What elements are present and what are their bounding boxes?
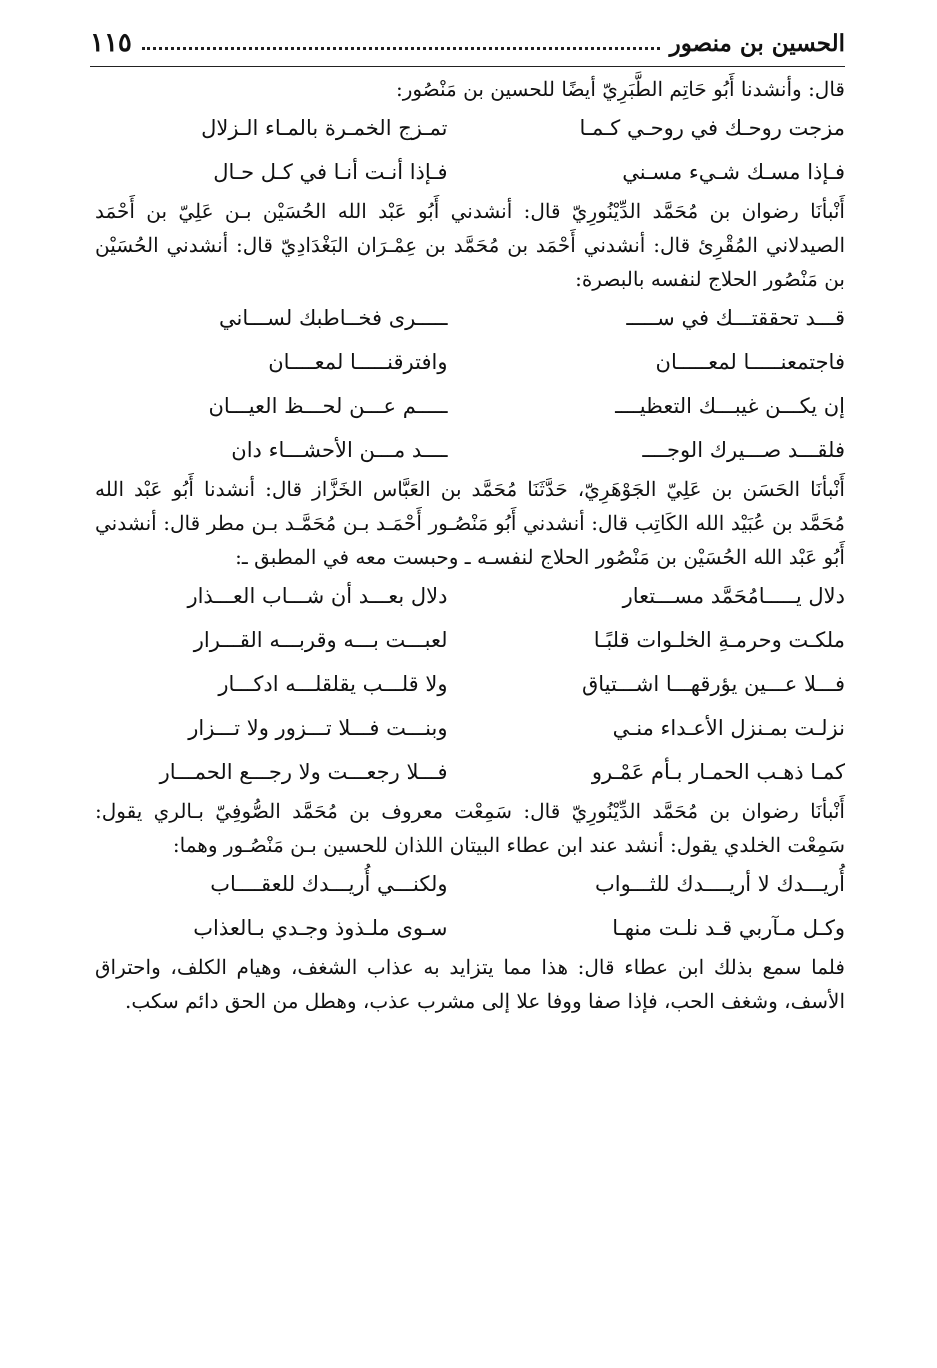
verse-first-hemistich: وكـل مـآربي قـد نلـت منهـا: [612, 916, 845, 940]
poem-verse: [95, 706, 845, 750]
verse-first-hemistich: فـإذا مسـك شـيء مسـني: [622, 160, 845, 184]
verse-second-hemistich: فـــلا رجعـــت ولا رجـــع الحمـــار: [159, 760, 448, 784]
verse-first-hemistich: فـــلا عـــين يؤرقهـــا اشـــتياق: [581, 672, 845, 696]
verse-second-hemistich: سـوى ملـذوذ وجـدي بـالعذاب: [193, 916, 448, 940]
page-body: [95, 72, 845, 1018]
verse-first-hemistich: كمـا ذهـب الحمـار بـأم عَمْـرو: [591, 760, 845, 784]
page-number: ١١٥: [90, 28, 132, 58]
verse-second-hemistich: وبنـــت فـــلا تـــزور ولا تـــزار: [188, 716, 448, 740]
verse-first-hemistich: إن يكـــن غيبـــك التعظيــــ: [615, 394, 845, 418]
verse-second-hemistich: ـــــرى فخــاطبك لســـاني: [218, 306, 448, 330]
verse-first-hemistich: فلقـــد صـــيرك الوجــــ: [642, 438, 845, 462]
verse-second-hemistich: تمـزج الخمـرة بالمـاء الـزلال: [201, 116, 448, 140]
verse-first-hemistich: دلال يـــــامُحَمَّد مســـتعار: [622, 584, 845, 608]
verse-first-hemistich: فاجتمعنـــــا لمعـــــان: [655, 350, 845, 374]
poem: [95, 296, 845, 472]
poem-verse: [95, 862, 845, 906]
verse-second-hemistich: ولكنـــي أُريـــدك للعقــــاب: [210, 872, 448, 896]
running-title: الحسين بن منصور: [669, 29, 845, 57]
poem-verse: [95, 750, 845, 794]
prose-paragraph: أَنْبأنَا الحَسَن بن عَلِيّ الجَوْهَرِيّ، حَدَّثَنَا مُحَمَّد بن العَبَّاس الخَزَّاز قال: أنشدنا أَبُو عَبْد الله مُحَمَّد بن عُبَيْد الله الكَاتِب قال: أنشدني أَبُو مَنْصُـور أَحْمَـد بـن مُحَمَّـد بـن مطر قال: أنشدني أَبُو عَبْد الله الحُسَيْن بن مَنْصُور الحلاج لنفسـه ـ وحبست معه في المطبق ـ:: [95, 477, 845, 569]
poem-verse: [95, 296, 845, 340]
verse-first-hemistich: مزجت روحـك في روحـي كـمـا: [579, 116, 845, 140]
prose-paragraph: أَنْبأنَا رضوان بن مُحَمَّد الدِّيْنُورِيّ قال: أنشدني أَبُو عَبْد الله الحُسَيْن بـن عَلِيّ بن أَحْمَد الصيدلاني المُقْرِئ قال: أنشدني أَحْمَد بن مُحَمَّد بن عِمْـرَان البَغْدَادِيّ قال: أنشدني الحُسَيْن بن مَنْصُور الحلاج لنفسه بالبصرة:: [95, 199, 845, 291]
poem-verse: [95, 906, 845, 950]
verse-second-hemistich: دلال بعـــد أن شـــاب العـــذار: [187, 584, 448, 608]
poem-verse: [95, 618, 845, 662]
poem-verse: [95, 340, 845, 384]
header-dot-leader: [142, 47, 660, 50]
poem-verse: [95, 150, 845, 194]
page-header: [90, 20, 845, 67]
poem-verse: [95, 574, 845, 618]
verse-second-hemistich: لعبـــت بـــه وقربـــه القـــرار: [193, 628, 448, 652]
prose-paragraph: أَنْبأنَا رضوان بن مُحَمَّد الدِّيْنُورِيّ قال: سَمِعْت معروف بن مُحَمَّد الصُّوفِيّ بـالري يقول: سَمِعْت الخلدي يقول: أنشد عند ابن عطاء البيتان اللذان للحسين بـن مَنْصُـور وهما:: [95, 799, 845, 857]
verse-first-hemistich: ملكـت وحرمـةِ الخلـوات قلبًـا: [593, 628, 845, 652]
verse-first-hemistich: أُريـــدك لا أريــــدك للثـــواب: [595, 872, 845, 896]
poem-verse: [95, 662, 845, 706]
poem: [95, 574, 845, 794]
poem-verse: [95, 106, 845, 150]
verse-second-hemistich: ـــــم عـــن لحـــظ العيـــان: [208, 394, 448, 418]
poem-verse: [95, 428, 845, 472]
verse-second-hemistich: وافترقنـــــا لمعــــان: [268, 350, 448, 374]
verse-first-hemistich: نزلـت بمـنزل الأعـداء منـي: [612, 716, 845, 740]
verse-second-hemistich: ولا قلـــب يقلقلـــه ادكـــار: [218, 672, 448, 696]
verse-first-hemistich: قـــد تحققتـــك في ســـــ: [626, 306, 845, 330]
verse-second-hemistich: فـإذا أنـت أنـا في كـل حـال: [213, 160, 448, 184]
prose-paragraph: قال: وأنشدنا أَبُو حَاتِم الطَّبَرِيّ أيضًا للحسين بن مَنْصُور:: [395, 77, 845, 101]
poem: [95, 862, 845, 950]
poem-verse: [95, 384, 845, 428]
prose-paragraph: فلما سمع بذلك ابن عطاء قال: هذا مما يتزايد به عذاب الشغف، وهيام الكلف، واحتراق الأسف، وشغف الحب، فإذا صفا ووفا علا إلى مشرب عذب، وهطل من الحق دائم سكب.: [95, 955, 845, 1013]
poem: [95, 106, 845, 194]
verse-second-hemistich: ــــد مـــن الأحشـــاء دان: [231, 438, 448, 462]
